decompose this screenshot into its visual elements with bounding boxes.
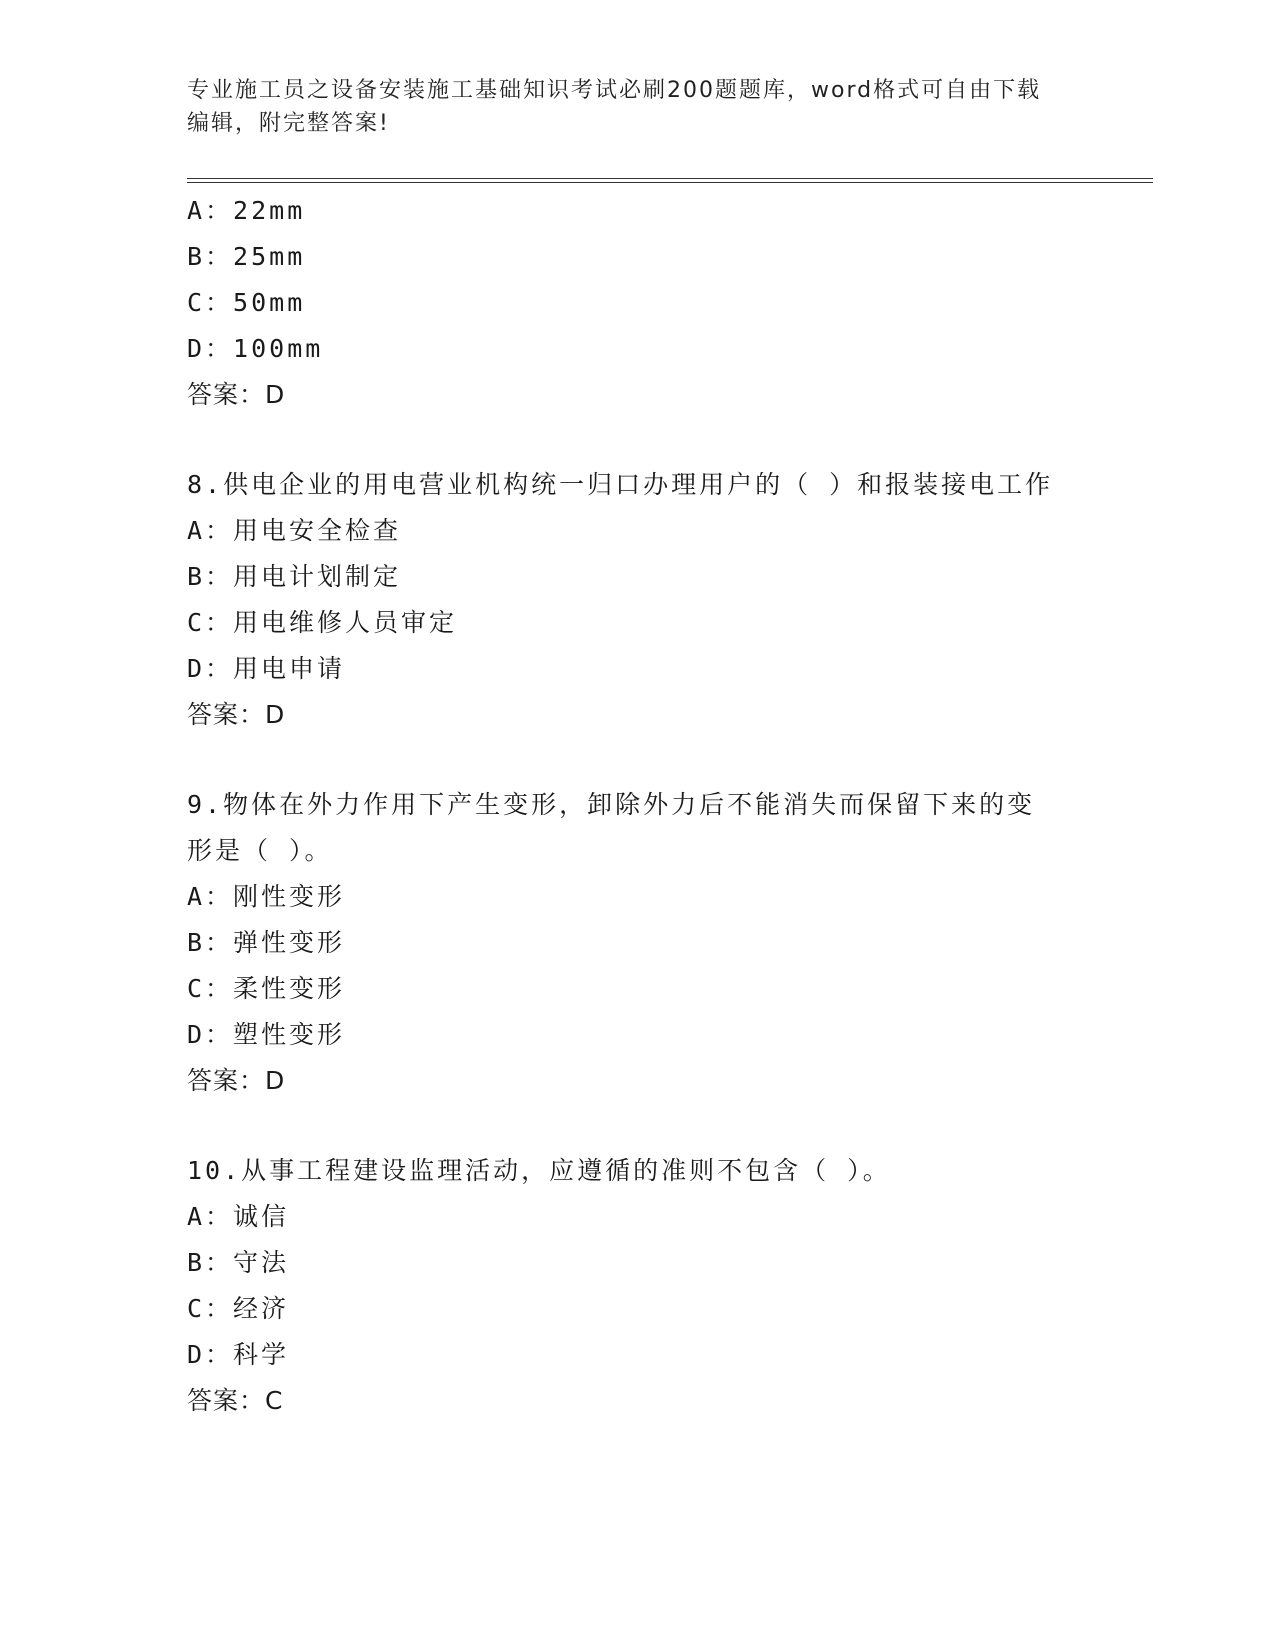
option-c: C：50mm	[187, 288, 306, 317]
option-c: C：柔性变形	[187, 974, 346, 1003]
option-b: B：守法	[187, 1248, 290, 1277]
spacer	[187, 1104, 1087, 1148]
question-text: 8.供电企业的用电营业机构统一归口办理用户的（ ）和报装接电工作	[187, 470, 1054, 499]
question-7	[187, 188, 1087, 418]
option-c: C：经济	[187, 1294, 290, 1323]
answer: 答案：D	[187, 1066, 286, 1095]
header-divider-bottom	[187, 182, 1153, 183]
question-8	[187, 462, 1087, 738]
header-line-2: 编辑，附完整答案!	[187, 111, 390, 136]
question-list	[187, 188, 1087, 1424]
option-d: D：塑性变形	[187, 1020, 346, 1049]
option-a: A：用电安全检查	[187, 516, 402, 545]
question-text-line-1: 9.物体在外力作用下产生变形，卸除外力后不能消失而保留下来的变	[187, 790, 1036, 819]
option-b: B：用电计划制定	[187, 562, 402, 591]
document-header	[187, 74, 1087, 140]
header-line-1: 专业施工员之设备安装施工基础知识考试必刷200题题库，word格式可自由下载	[187, 78, 1042, 103]
question-10	[187, 1148, 1087, 1424]
spacer	[187, 738, 1087, 782]
answer: 答案：D	[187, 380, 286, 409]
answer: 答案：D	[187, 700, 286, 729]
answer: 答案：C	[187, 1386, 284, 1415]
option-d: D：科学	[187, 1340, 290, 1369]
question-text: 10.从事工程建设监理活动，应遵循的准则不包含（ ）。	[187, 1156, 891, 1185]
spacer	[187, 418, 1087, 462]
option-a: A：22mm	[187, 196, 306, 225]
question-9	[187, 782, 1087, 1104]
option-a: A：刚性变形	[187, 882, 346, 911]
option-a: A：诚信	[187, 1202, 290, 1231]
option-d: D：100mm	[187, 334, 324, 363]
question-text-line-2: 形是（ ）。	[187, 836, 333, 865]
header-divider-top	[187, 178, 1153, 179]
option-b: B：弹性变形	[187, 928, 346, 957]
option-c: C：用电维修人员审定	[187, 608, 458, 637]
option-b: B：25mm	[187, 242, 306, 271]
option-d: D：用电申请	[187, 654, 346, 683]
